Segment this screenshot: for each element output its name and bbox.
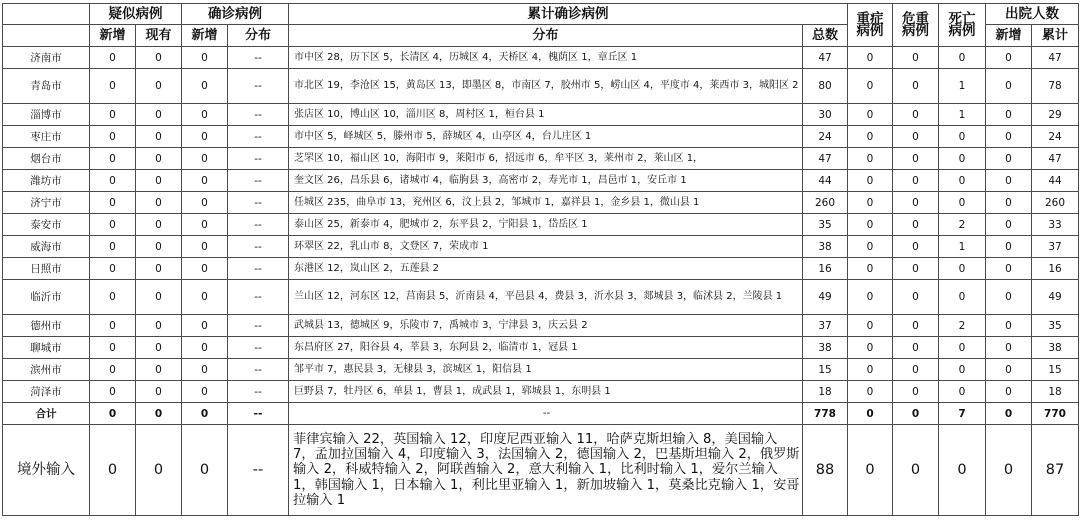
- total-count: 47: [803, 148, 848, 170]
- suspected-new: 0: [90, 280, 136, 315]
- discharged-cumulative: 47: [1032, 148, 1079, 170]
- severe-count: 0: [848, 126, 893, 148]
- suspected-current: 0: [136, 403, 182, 425]
- city-name: 枣庄市: [3, 126, 90, 148]
- discharged-new: 0: [986, 236, 1032, 258]
- table-row: [3, 47, 1079, 69]
- city-name: 青岛市: [3, 69, 90, 104]
- death-count: 0: [939, 359, 986, 381]
- suspected-current: 0: [136, 126, 182, 148]
- total-count: 44: [803, 170, 848, 192]
- severe-count: 0: [848, 280, 893, 315]
- critical-count: 0: [893, 381, 939, 403]
- discharged-cumulative: 29: [1032, 104, 1079, 126]
- confirmed-distribution: --: [228, 425, 289, 516]
- cumulative-distribution: 芝罘区 10，福山区 10，海阳市 9，莱阳市 6，招远市 6，牟平区 3，莱州市 2，莱山区 1，: [289, 148, 803, 170]
- city-name: 淄博市: [3, 104, 90, 126]
- cumulative-distribution: 市北区 19，李沧区 15，黄岛区 13，即墨区 8，市南区 7，胶州市 5，崂山区 4，平度市 4，莱西市 3，城阳区 2: [289, 69, 803, 104]
- total-count: 88: [803, 425, 848, 516]
- city-name: 滨州市: [3, 359, 90, 381]
- discharged-new: 0: [986, 403, 1032, 425]
- discharged-new: 0: [986, 315, 1032, 337]
- death-count: 1: [939, 104, 986, 126]
- severe-count: 0: [848, 425, 893, 516]
- suspected-current: 0: [136, 170, 182, 192]
- cumulative-distribution: 邹平市 7，惠民县 3，无棣县 3，滨城区 1，阳信县 1: [289, 359, 803, 381]
- confirmed-new: 0: [182, 214, 228, 236]
- severe-count: 0: [848, 315, 893, 337]
- suspected-current: 0: [136, 236, 182, 258]
- confirmed-distribution: --: [228, 214, 289, 236]
- confirmed-new: 0: [182, 403, 228, 425]
- suspected-current: 0: [136, 104, 182, 126]
- confirmed-distribution: --: [228, 104, 289, 126]
- total-count: 80: [803, 69, 848, 104]
- death-count: 0: [939, 337, 986, 359]
- cumulative-distribution: 张店区 10，博山区 10，淄川区 8，周村区 1，桓台县 1: [289, 104, 803, 126]
- severe-count: 0: [848, 148, 893, 170]
- city-name: 德州市: [3, 315, 90, 337]
- confirmed-distribution: --: [228, 403, 289, 425]
- suspected-current: 0: [136, 337, 182, 359]
- cumulative-distribution: 东昌府区 27，阳谷县 4，莘县 3，东阿县 2，临清市 1，冠县 1: [289, 337, 803, 359]
- confirmed-new: 0: [182, 69, 228, 104]
- severe-count: 0: [848, 170, 893, 192]
- table-row: [3, 104, 1079, 126]
- confirmed-new: 0: [182, 359, 228, 381]
- total-count: 18: [803, 381, 848, 403]
- subheader-total: 总数: [803, 25, 848, 47]
- cumulative-distribution: 巨野县 7，牡丹区 6，单县 1，曹县 1，成武县 1，郓城县 1，东明县 1: [289, 381, 803, 403]
- suspected-current: 0: [136, 214, 182, 236]
- critical-count: 0: [893, 280, 939, 315]
- critical-count: 0: [893, 104, 939, 126]
- death-count: 0: [939, 381, 986, 403]
- discharged-cumulative: 15: [1032, 359, 1079, 381]
- confirmed-new: 0: [182, 47, 228, 69]
- table-row: [3, 280, 1079, 315]
- discharged-cumulative: 87: [1032, 425, 1079, 516]
- death-count: 2: [939, 315, 986, 337]
- confirmed-new: 0: [182, 170, 228, 192]
- suspected-current: 0: [136, 359, 182, 381]
- total-count: 15: [803, 359, 848, 381]
- subheader-discharged-new: 新增: [986, 25, 1032, 47]
- table-row: [3, 359, 1079, 381]
- confirmed-distribution: --: [228, 126, 289, 148]
- covid-case-table: [2, 3, 1079, 516]
- table-row: [3, 69, 1079, 104]
- death-count: 0: [939, 126, 986, 148]
- suspected-new: 0: [90, 214, 136, 236]
- cumulative-distribution: 奎文区 26，昌乐县 6，诸城市 4，临朐县 3，高密市 2，寿光市 1，昌邑市 1，安丘市 1: [289, 170, 803, 192]
- total-row: [3, 403, 1079, 425]
- cumulative-distribution: 东港区 12，岚山区 2，五莲县 2: [289, 258, 803, 280]
- suspected-current: 0: [136, 280, 182, 315]
- cumulative-distribution: 菲律宾输入 22，英国输入 12，印度尼西亚输入 11，哈萨克斯坦输入 8，美国输入 7，孟加拉国输入 4，印度输入 3，法国输入 2，德国输入 2，巴基斯坦输入 2，俄罗斯输入 2，科威特输入 2，阿联酋输入 2，意大利输入 1，比利时输入 1，爱尔兰输入 1，韩国输入 1，日本输入 1，利比里亚输入 1，新加坡输入 1，莫桑比克输入 1，安哥拉输入 1: [289, 425, 803, 516]
- severe-count: 0: [848, 69, 893, 104]
- total-count: 24: [803, 126, 848, 148]
- table-row: [3, 236, 1079, 258]
- death-count: 0: [939, 425, 986, 516]
- city-name: 济南市: [3, 47, 90, 69]
- severe-count: 0: [848, 236, 893, 258]
- discharged-new: 0: [986, 126, 1032, 148]
- death-count: 2: [939, 214, 986, 236]
- critical-count: 0: [893, 148, 939, 170]
- cumulative-distribution: 任城区 235，曲阜市 13，兖州区 6，汶上县 2，邹城市 1，嘉祥县 1，金乡县 1，微山县 1: [289, 192, 803, 214]
- discharged-new: 0: [986, 425, 1032, 516]
- table-row: [3, 337, 1079, 359]
- confirmed-distribution: --: [228, 192, 289, 214]
- suspected-new: 0: [90, 381, 136, 403]
- city-name: 泰安市: [3, 214, 90, 236]
- severe-count: 0: [848, 337, 893, 359]
- subheader-confirmed-new: 新增: [182, 25, 228, 47]
- table-row: [3, 192, 1079, 214]
- table-row: [3, 315, 1079, 337]
- critical-count: 0: [893, 192, 939, 214]
- suspected-new: 0: [90, 258, 136, 280]
- discharged-new: 0: [986, 192, 1032, 214]
- import-row: [3, 425, 1079, 516]
- total-count: 37: [803, 315, 848, 337]
- severe-count: 0: [848, 258, 893, 280]
- severe-count: 0: [848, 214, 893, 236]
- total-count: 778: [803, 403, 848, 425]
- discharged-new: 0: [986, 258, 1032, 280]
- header-confirmed: 确诊病例: [182, 4, 289, 25]
- severe-count: 0: [848, 359, 893, 381]
- severe-count: 0: [848, 192, 893, 214]
- discharged-cumulative: 38: [1032, 337, 1079, 359]
- suspected-new: 0: [90, 337, 136, 359]
- total-count: 260: [803, 192, 848, 214]
- subheader-cumulative-distribution: 分布: [289, 25, 803, 47]
- header-cumulative: 累计确诊病例: [289, 4, 848, 25]
- table-row: [3, 214, 1079, 236]
- suspected-current: 0: [136, 315, 182, 337]
- confirmed-new: 0: [182, 315, 228, 337]
- cumulative-distribution: 兰山区 12，河东区 12，莒南县 5，沂南县 4，平邑县 4，费县 3，沂水县 3，郯城县 3，临沭县 2，兰陵县 1: [289, 280, 803, 315]
- discharged-cumulative: 49: [1032, 280, 1079, 315]
- total-count: 30: [803, 104, 848, 126]
- death-count: 0: [939, 170, 986, 192]
- suspected-current: 0: [136, 148, 182, 170]
- discharged-new: 0: [986, 170, 1032, 192]
- suspected-current: 0: [136, 381, 182, 403]
- subheader-confirmed-distribution: 分布: [228, 25, 289, 47]
- discharged-cumulative: 770: [1032, 403, 1079, 425]
- discharged-cumulative: 37: [1032, 236, 1079, 258]
- discharged-cumulative: 47: [1032, 47, 1079, 69]
- death-count: 1: [939, 69, 986, 104]
- suspected-new: 0: [90, 126, 136, 148]
- critical-count: 0: [893, 126, 939, 148]
- discharged-cumulative: 78: [1032, 69, 1079, 104]
- cumulative-distribution: 市中区 5，峄城区 5，滕州市 5，薛城区 4，山亭区 4，台儿庄区 1: [289, 126, 803, 148]
- death-count: 0: [939, 47, 986, 69]
- header-death: 死亡病例: [939, 4, 986, 47]
- confirmed-distribution: --: [228, 258, 289, 280]
- city-name: 烟台市: [3, 148, 90, 170]
- table-row: [3, 258, 1079, 280]
- suspected-current: 0: [136, 47, 182, 69]
- suspected-new: 0: [90, 148, 136, 170]
- confirmed-distribution: --: [228, 381, 289, 403]
- discharged-cumulative: 33: [1032, 214, 1079, 236]
- cumulative-distribution: 市中区 28，历下区 5，长清区 4，历城区 4，天桥区 4，槐荫区 1，章丘区 1: [289, 47, 803, 69]
- subheader-suspected-new: 新增: [90, 25, 136, 47]
- total-count: 38: [803, 337, 848, 359]
- header-blank: [3, 4, 90, 25]
- death-count: 0: [939, 192, 986, 214]
- critical-count: 0: [893, 425, 939, 516]
- discharged-cumulative: 260: [1032, 192, 1079, 214]
- city-name: 威海市: [3, 236, 90, 258]
- confirmed-new: 0: [182, 381, 228, 403]
- confirmed-distribution: --: [228, 69, 289, 104]
- severe-count: 0: [848, 381, 893, 403]
- city-name: 日照市: [3, 258, 90, 280]
- confirmed-distribution: --: [228, 148, 289, 170]
- city-name: 临沂市: [3, 280, 90, 315]
- discharged-cumulative: 44: [1032, 170, 1079, 192]
- discharged-new: 0: [986, 337, 1032, 359]
- cumulative-distribution: --: [289, 403, 803, 425]
- discharged-new: 0: [986, 148, 1032, 170]
- death-count: 0: [939, 258, 986, 280]
- critical-count: 0: [893, 315, 939, 337]
- header-suspected: 疑似病例: [90, 4, 182, 25]
- cumulative-distribution: 环翠区 22，乳山市 8，文登区 7，荣成市 1: [289, 236, 803, 258]
- suspected-new: 0: [90, 425, 136, 516]
- confirmed-distribution: --: [228, 280, 289, 315]
- discharged-cumulative: 24: [1032, 126, 1079, 148]
- confirmed-distribution: --: [228, 236, 289, 258]
- severe-count: 0: [848, 104, 893, 126]
- suspected-current: 0: [136, 258, 182, 280]
- header-discharged: 出院人数: [986, 4, 1079, 25]
- total-count: 38: [803, 236, 848, 258]
- suspected-current: 0: [136, 69, 182, 104]
- severe-count: 0: [848, 403, 893, 425]
- suspected-new: 0: [90, 359, 136, 381]
- table-row: [3, 148, 1079, 170]
- discharged-new: 0: [986, 47, 1032, 69]
- confirmed-distribution: --: [228, 170, 289, 192]
- confirmed-distribution: --: [228, 315, 289, 337]
- suspected-new: 0: [90, 170, 136, 192]
- discharged-new: 0: [986, 280, 1032, 315]
- critical-count: 0: [893, 236, 939, 258]
- confirmed-new: 0: [182, 236, 228, 258]
- critical-count: 0: [893, 214, 939, 236]
- city-name: 境外输入: [3, 425, 90, 516]
- suspected-current: 0: [136, 192, 182, 214]
- header-severe: 重症病例: [848, 4, 893, 47]
- severe-count: 0: [848, 47, 893, 69]
- header-row: [3, 4, 1079, 25]
- confirmed-new: 0: [182, 104, 228, 126]
- critical-count: 0: [893, 258, 939, 280]
- death-count: 0: [939, 280, 986, 315]
- total-count: 35: [803, 214, 848, 236]
- discharged-new: 0: [986, 69, 1032, 104]
- suspected-new: 0: [90, 403, 136, 425]
- suspected-current: 0: [136, 425, 182, 516]
- critical-count: 0: [893, 170, 939, 192]
- suspected-new: 0: [90, 104, 136, 126]
- confirmed-new: 0: [182, 258, 228, 280]
- discharged-new: 0: [986, 359, 1032, 381]
- city-name: 济宁市: [3, 192, 90, 214]
- suspected-new: 0: [90, 47, 136, 69]
- confirmed-distribution: --: [228, 359, 289, 381]
- discharged-new: 0: [986, 104, 1032, 126]
- death-count: 1: [939, 236, 986, 258]
- cumulative-distribution: 泰山区 25，新泰市 4，肥城市 2，东平县 2，宁阳县 1，岱岳区 1: [289, 214, 803, 236]
- suspected-new: 0: [90, 69, 136, 104]
- city-name: 合计: [3, 403, 90, 425]
- discharged-cumulative: 35: [1032, 315, 1079, 337]
- death-count: 0: [939, 148, 986, 170]
- table-row: [3, 381, 1079, 403]
- table-row: [3, 126, 1079, 148]
- subheader-discharged-cumulative: 累计: [1032, 25, 1079, 47]
- total-count: 49: [803, 280, 848, 315]
- city-name: 聊城市: [3, 337, 90, 359]
- confirmed-distribution: --: [228, 337, 289, 359]
- confirmed-new: 0: [182, 337, 228, 359]
- subheader-blank: [3, 25, 90, 47]
- discharged-cumulative: 18: [1032, 381, 1079, 403]
- subheader-suspected-current: 现有: [136, 25, 182, 47]
- discharged-new: 0: [986, 214, 1032, 236]
- discharged-new: 0: [986, 381, 1032, 403]
- critical-count: 0: [893, 359, 939, 381]
- death-count: 7: [939, 403, 986, 425]
- critical-count: 0: [893, 47, 939, 69]
- city-name: 潍坊市: [3, 170, 90, 192]
- confirmed-new: 0: [182, 126, 228, 148]
- suspected-new: 0: [90, 315, 136, 337]
- suspected-new: 0: [90, 192, 136, 214]
- city-name: 菏泽市: [3, 381, 90, 403]
- total-count: 16: [803, 258, 848, 280]
- confirmed-new: 0: [182, 148, 228, 170]
- confirmed-distribution: --: [228, 47, 289, 69]
- cumulative-distribution: 武城县 13，德城区 9，乐陵市 7，禹城市 3，宁津县 3，庆云县 2: [289, 315, 803, 337]
- critical-count: 0: [893, 337, 939, 359]
- suspected-new: 0: [90, 236, 136, 258]
- critical-count: 0: [893, 403, 939, 425]
- header-critical: 危重病例: [893, 4, 939, 47]
- confirmed-new: 0: [182, 280, 228, 315]
- confirmed-new: 0: [182, 192, 228, 214]
- confirmed-new: 0: [182, 425, 228, 516]
- critical-count: 0: [893, 69, 939, 104]
- total-count: 47: [803, 47, 848, 69]
- table-row: [3, 170, 1079, 192]
- discharged-cumulative: 16: [1032, 258, 1079, 280]
